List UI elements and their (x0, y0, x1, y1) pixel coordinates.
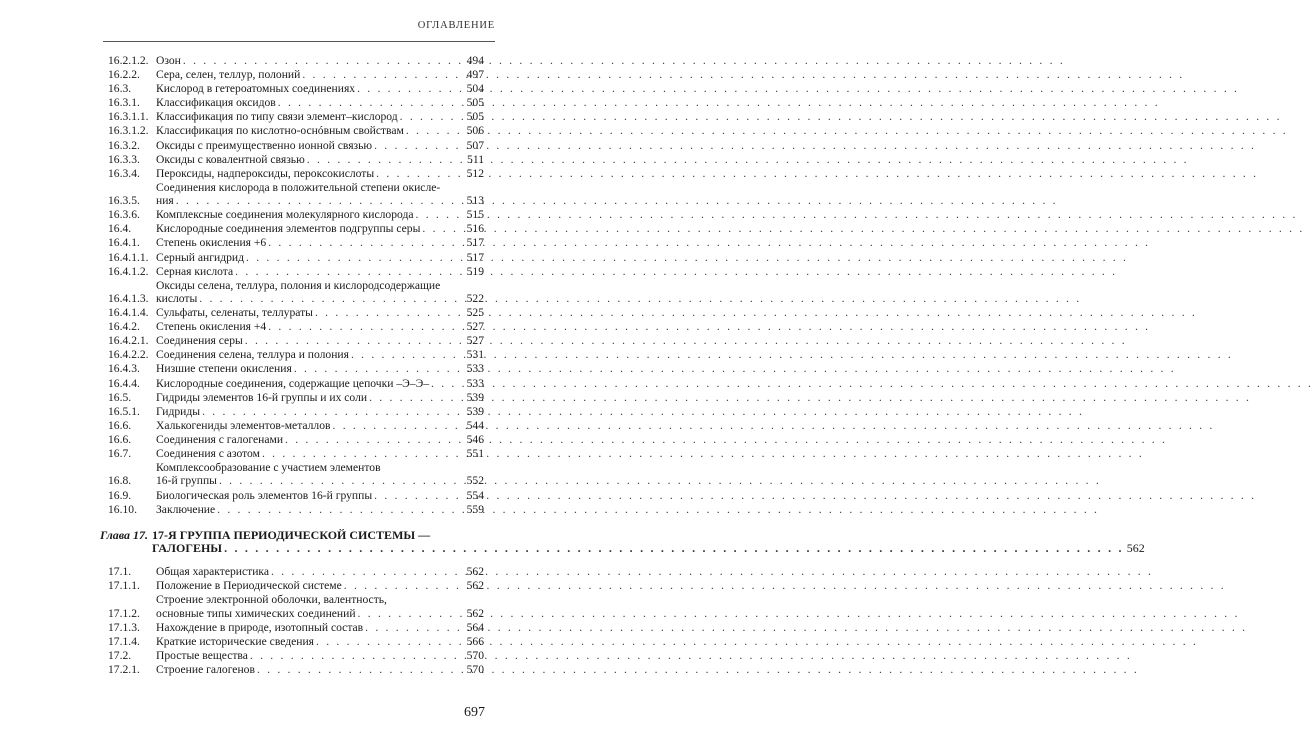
toc-entry-page: 497 (466, 68, 484, 82)
toc-entry-title: Комплексные соединения молекулярного кислорода (156, 208, 414, 222)
toc-entry-number: 16.4.1. (108, 236, 140, 250)
toc-entry-page: 512 (466, 166, 484, 180)
toc-entry-title: Низшие степени окисления (156, 362, 292, 376)
chapter-page: 562 (1126, 541, 1145, 555)
toc-entry-title: Биологическая роль элементов 16-й группы (156, 488, 373, 502)
chapter-label: Глава 17. (100, 527, 149, 542)
toc-entry-page: 511 (467, 152, 484, 166)
toc-entry-number: 16.3.2. (108, 138, 140, 152)
toc-entry-number: 16.6. (108, 432, 132, 446)
chapter-title: 17-Я ГРУППА ПЕРИОДИЧЕСКОЙ СИСТЕМЫ — (152, 527, 431, 542)
leader-dots (422, 222, 463, 235)
toc-entry-page: 544 (466, 418, 484, 432)
toc-entry-title: Классификация по кислотно-оснóвным свойствам (156, 124, 404, 138)
toc-entry-title: Классификация по типу связи элемент–кислород (156, 110, 398, 124)
leader-dots (217, 503, 463, 516)
toc-entry-title: Кислород в гетероатомных соединениях (156, 82, 356, 96)
toc-group (108, 208, 484, 278)
toc-entry-number: 16.4.1.4. (108, 306, 149, 320)
leader-dots (406, 124, 464, 137)
leader-dots (246, 251, 464, 264)
toc-entry-title-continued: кислоты (156, 292, 198, 305)
leader-dots (365, 621, 463, 634)
toc-entry-page: 516 (466, 222, 484, 236)
running-header: ОГЛАВЛЕНИЕ (417, 20, 495, 31)
toc-entry-title: Соединения кислорода в положительной степени окисле- (156, 180, 441, 194)
toc-entry-title-continued: 16-й группы (156, 474, 217, 488)
toc-entry-page: 554 (466, 488, 484, 502)
leader-dots (202, 405, 464, 418)
toc-entry-title-continued: основные типы химических соединений (156, 606, 356, 620)
toc-entry-title: Серный ангидрид (156, 250, 245, 264)
toc-entry-number: 16.4.3. (108, 362, 140, 376)
toc-entry-title: Оксиды с преимущественно ионной связью (156, 138, 373, 152)
leader-dots (278, 96, 464, 109)
toc-entry (108, 579, 484, 592)
toc-entry-page: 533 (466, 362, 484, 376)
toc-entry-page: 517 (466, 250, 484, 264)
leader-dots (294, 362, 464, 375)
toc-entry-page: 551 (466, 447, 484, 461)
leader-dots (369, 391, 464, 404)
toc-entry-number: 16.4.1.1. (108, 250, 149, 264)
toc-entry-page: 552 (466, 474, 484, 488)
toc-entry-number: 16.5.1. (108, 404, 140, 418)
toc-entry-title: Строение галогенов (156, 663, 255, 677)
toc-entry-number: 16.3.1.1. (108, 110, 149, 124)
toc-entry-title: Сульфаты, селенаты, теллураты (156, 306, 313, 320)
toc-entry-number: 16.3.5. (108, 194, 140, 208)
toc-entry-number: 16.3. (108, 82, 132, 96)
toc-entry-page: 559 (466, 502, 484, 516)
toc-entry-number: 16.4.1.3. (108, 292, 149, 305)
toc-entry (108, 593, 484, 620)
toc-entry (108, 405, 484, 418)
leader-dots (245, 334, 464, 347)
toc-entry-title: Положение в Периодической системе (156, 579, 342, 593)
spacer (108, 517, 484, 523)
toc-entry-title: Соединения селена, теллура и полония (156, 348, 349, 362)
toc-entry-title: Общая характеристика (156, 565, 270, 579)
leader-dots (357, 82, 464, 95)
leader-dots (376, 167, 463, 180)
toc-entry-number: 16.4.2.2. (108, 348, 149, 362)
leader-dots (224, 542, 1124, 555)
toc-entry-number: 16.10. (108, 502, 137, 516)
toc-entry-page: 527 (466, 334, 484, 348)
toc-entry-page: 570 (466, 649, 484, 663)
toc-entry-page: 504 (466, 82, 484, 96)
leader-dots (315, 306, 464, 319)
toc-entry-title: Соединения серы (156, 334, 243, 348)
toc-entry-page: 515 (466, 208, 484, 222)
toc-entry-number: 16.7. (108, 447, 132, 461)
toc-entry-title: Соединения с азотом (156, 447, 260, 461)
leader-dots (344, 579, 464, 592)
toc-entry (108, 503, 484, 516)
toc-entry (108, 320, 484, 333)
leader-dots (302, 68, 463, 81)
toc-entry (108, 96, 484, 109)
toc-entry (108, 208, 484, 221)
toc-entry-title: Нахождение в природе, изотопный состав (156, 620, 364, 634)
toc-entry-page: 564 (466, 620, 484, 634)
leader-dots (250, 649, 464, 662)
chapter-heading (100, 527, 1145, 556)
leader-dots (268, 236, 463, 249)
toc-entry (108, 489, 484, 502)
leader-dots (268, 320, 463, 333)
toc-entry-number: 17.1.2. (108, 606, 140, 620)
toc-entry-title: Гидриды (156, 404, 201, 418)
toc-entry-number: 16.4.2. (108, 320, 140, 334)
toc-entry (108, 461, 484, 488)
toc-entry-title: Строение электронной оболочки, валентность, (156, 593, 387, 607)
toc-entry (108, 391, 484, 404)
leader-dots (333, 419, 464, 432)
toc-entry-title: Оксиды с ковалентной связью (156, 152, 305, 166)
toc-entry-title: Краткие исторические сведения (156, 634, 315, 648)
toc-entry-title: Гидриды элементов 16-й группы и их соли (156, 390, 368, 404)
toc-entry-title: Пероксиды, надпероксиды, пероксокислоты (156, 166, 375, 180)
leader-dots (285, 433, 464, 446)
toc-entry (108, 334, 484, 347)
page-number: 697 (464, 705, 485, 720)
toc-entry (108, 222, 484, 235)
toc-group (108, 306, 484, 460)
toc-entry (108, 181, 484, 208)
toc-entry-title: Степень окисления +4 (156, 320, 267, 334)
leader-dots (219, 474, 464, 487)
leader-dots (431, 377, 464, 390)
toc-entry-page: 513 (466, 194, 484, 208)
toc-entry-number: 16.3.4. (108, 166, 140, 180)
leader-dots (257, 663, 464, 676)
chapter-title-continued: ГАЛОГЕНЫ (152, 541, 223, 555)
toc-group (108, 621, 484, 677)
toc-entry (108, 635, 484, 648)
toc-entry-title: Серная кислота (156, 264, 234, 278)
leader-dots (374, 489, 463, 502)
toc-entry-number: 16.4.2.1. (108, 334, 149, 348)
toc-group (108, 565, 484, 592)
toc-entry-page: 531 (466, 348, 484, 362)
leader-dots (351, 348, 464, 361)
leader-dots (416, 208, 464, 221)
toc-entry-number: 17.2. (108, 649, 132, 663)
toc-entry (108, 663, 484, 676)
toc-entry-page: 525 (466, 306, 484, 320)
toc-entry-page: 539 (466, 404, 484, 418)
toc-entry-number: 16.8. (108, 474, 132, 488)
leader-dots (374, 139, 464, 152)
toc-entry-page: 507 (466, 138, 484, 152)
toc-entry-number: 17.1. (108, 565, 132, 579)
toc-entry (108, 236, 484, 249)
leader-dots (400, 110, 464, 123)
toc-entry-number: 17.1.3. (108, 620, 140, 634)
toc-entry-page: 517 (466, 236, 484, 250)
toc-entry-number: 16.3.1.2. (108, 124, 149, 138)
leader-dots (176, 194, 464, 207)
toc-entry-page: 562 (466, 565, 484, 579)
toc-entry-title: Комплексообразование с участием элементов (156, 461, 381, 475)
toc-group (108, 489, 484, 516)
leader-dots (262, 447, 464, 460)
toc-entry (108, 82, 484, 95)
toc-entry (108, 433, 484, 446)
toc-entry-page: 494 (466, 54, 484, 67)
toc-entry-number: 16.2.2. (108, 68, 140, 82)
toc-entry-page: 505 (466, 110, 484, 124)
toc-entry-number: 16.5. (108, 390, 132, 404)
leader-dots (199, 292, 463, 305)
leader-dots (358, 607, 464, 620)
toc-entry-page: 562 (466, 579, 484, 593)
leader-dots (235, 265, 463, 278)
toc-entry (108, 139, 484, 152)
toc-entry-title: Простые вещества (156, 649, 248, 663)
toc-entry-page: 566 (466, 634, 484, 648)
leader-dots (183, 54, 464, 67)
toc-entry-page: 519 (466, 264, 484, 278)
toc-entry-page: 522 (466, 292, 484, 305)
toc-entry-title: Кислородные соединения элементов подгруппы серы (156, 222, 421, 236)
toc-entry (108, 306, 484, 319)
toc-entry-number: 16.3.1. (108, 96, 140, 110)
toc-entry-number: 17.1.4. (108, 634, 140, 648)
toc-entry (108, 377, 484, 390)
toc-entry-page: 533 (466, 376, 484, 390)
toc-entry-title: Степень окисления +6 (156, 236, 267, 250)
toc-entry-title: Соединения с галогенами (156, 432, 284, 446)
header-rule (103, 41, 495, 42)
toc-entry (108, 621, 484, 634)
leader-dots (271, 565, 464, 578)
toc-entry (108, 565, 484, 578)
toc-entry-page: 539 (466, 390, 484, 404)
toc-entry-number: 16.4. (108, 222, 132, 236)
toc-entry-page: 506 (466, 124, 484, 138)
toc-entry (108, 279, 484, 306)
toc-entry-number: 16.4.4. (108, 376, 140, 390)
toc-entry-title: Оксиды селена, теллура, полония и кислородсодержащие (156, 278, 441, 292)
toc-entry-page: 570 (466, 663, 484, 677)
toc-entry-page: 562 (466, 606, 484, 620)
toc-entry-number: 16.6. (108, 418, 132, 432)
toc-entry-number: 16.2.1.2. (108, 54, 149, 67)
table-of-contents (100, 54, 1145, 677)
toc-entry-number: 16.9. (108, 488, 132, 502)
toc-entry-number: 17.2.1. (108, 663, 140, 677)
toc-entry-page: 505 (466, 96, 484, 110)
toc-group (108, 54, 484, 180)
toc-entry-number: 16.3.3. (108, 152, 140, 166)
toc-entry (108, 110, 484, 123)
toc-entry (108, 419, 484, 432)
toc-entry-number: 16.4.1.2. (108, 264, 149, 278)
toc-entry (108, 649, 484, 662)
toc-entry (108, 68, 484, 81)
toc-entry (108, 167, 484, 180)
toc-entry-title: Халькогениды элементов-металлов (156, 418, 331, 432)
toc-entry-title: Классификация оксидов (156, 96, 276, 110)
toc-entry (108, 362, 484, 375)
toc-entry-number: 17.1.1. (108, 579, 140, 593)
toc-entry-title-continued: ния (156, 194, 174, 208)
toc-entry-title: Озон (156, 54, 181, 67)
toc-entry (108, 265, 484, 278)
toc-entry (108, 348, 484, 361)
toc-entry-title: Заключение (156, 502, 216, 516)
toc-entry-title: Кислородные соединения, содержащие цепочки –Э–Э– (156, 376, 430, 390)
toc-entry (108, 54, 484, 67)
toc-entry (108, 251, 484, 264)
toc-entry-number: 16.3.6. (108, 208, 140, 222)
toc-entry-page: 546 (466, 432, 484, 446)
toc-entry (108, 447, 484, 460)
toc-entry (108, 153, 484, 166)
leader-dots (316, 635, 464, 648)
toc-entry (108, 124, 484, 137)
leader-dots (307, 153, 464, 166)
toc-entry-title: Сера, селен, теллур, полоний (156, 68, 301, 82)
toc-entry-page: 527 (466, 320, 484, 334)
